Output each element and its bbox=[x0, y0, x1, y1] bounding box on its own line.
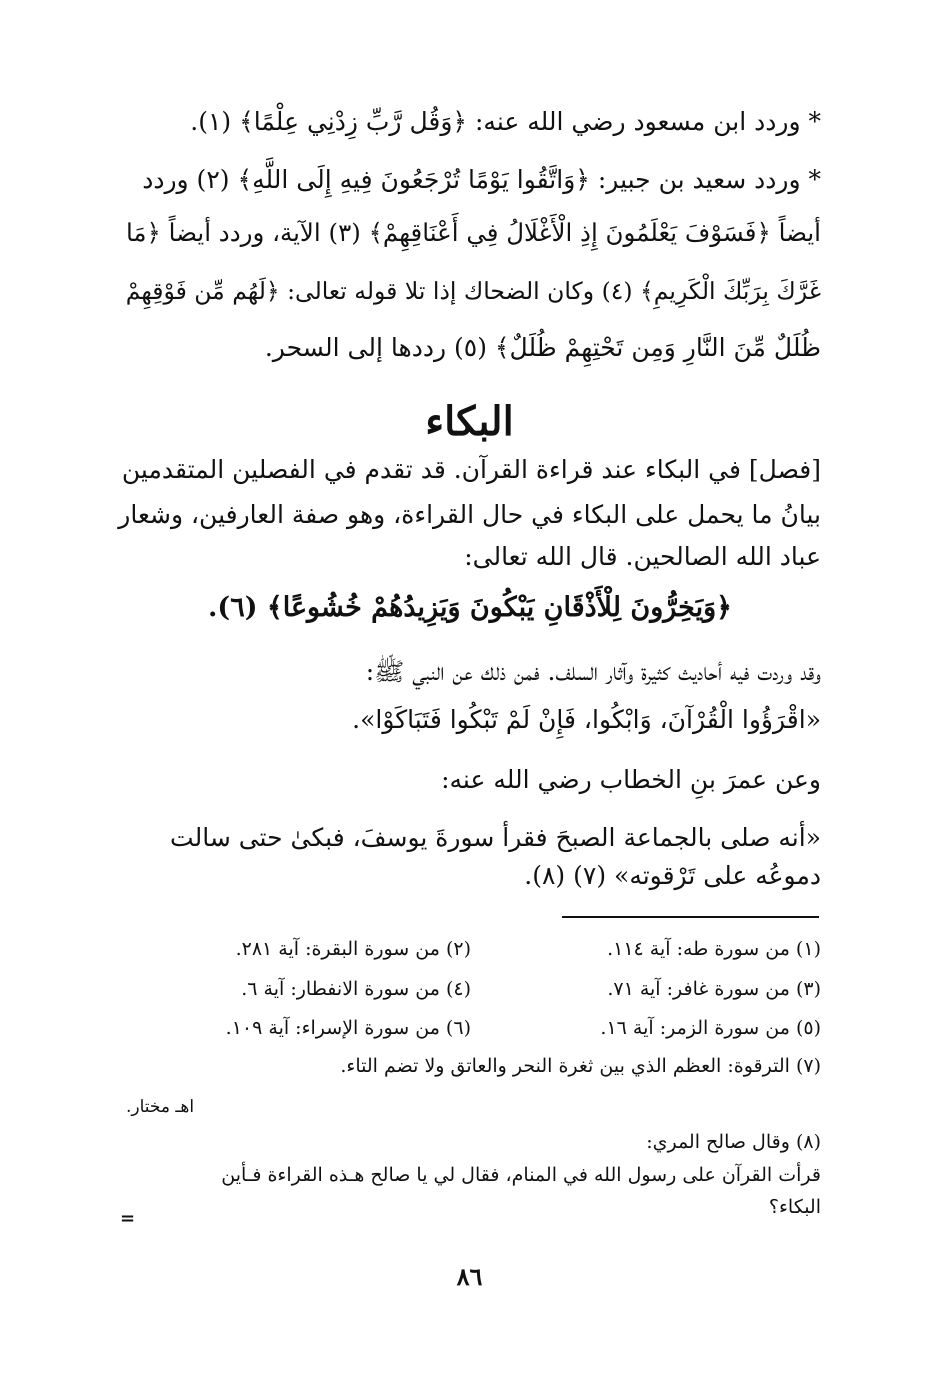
text-line-7: بيانُ ما يحمل على البكاء في حال القراءة، وهو صفة العارفين، وشعار bbox=[118, 500, 821, 529]
text-line-2: * وردد سعيد بن جبير: ﴿وَاتَّقُوا يَوْمًا تُرْجَعُونَ فِيهِ إِلَى اللَّهِ﴾ (٢) وردد bbox=[142, 165, 821, 194]
footnote-7-source: اهـ مختار. bbox=[126, 1097, 195, 1117]
footnote-2: (٢) من سورة البقرة: آية ٢٨١. bbox=[235, 938, 471, 960]
text-line-3: أيضاً ﴿فَسَوْفَ يَعْلَمُونَ إِذِ الْأَغْلَالُ فِي أَعْنَاقِهِمْ﴾ (٣) الآية، وردد أيضاً ﴿مَا bbox=[125, 218, 821, 247]
text-line-8: عباد الله الصالحين. قال الله تعالى: bbox=[464, 542, 821, 571]
section-heading: البكاء bbox=[425, 398, 514, 445]
footnote-separator bbox=[562, 916, 819, 918]
footnote-8-text-end: البكاء؟ bbox=[768, 1196, 821, 1218]
text-line-1: * وردد ابن مسعود رضي الله عنه: ﴿وَقُل رَّبِّ زِدْنِي عِلْمًا﴾ (١). bbox=[190, 107, 821, 136]
text-line-4: غَرَّكَ بِرَبِّكَ الْكَرِيمِ﴾ (٤) وكان الضحاك إذا تلا قوله تعالى: ﴿لَهُم مِّن فَوْقِهِمْ bbox=[125, 277, 821, 305]
footnote-7: (٧) الترقوة: العظم الذي بين ثغرة النحر والعاتق ولا تضم التاء. bbox=[340, 1055, 821, 1077]
footnote-8: (٨) وقال صالح المري: bbox=[646, 1131, 821, 1153]
footnote-1: (١) من سورة طه: آية ١١٤. bbox=[607, 938, 821, 960]
text-line-6: [فصل] في البكاء عند قراءة القرآن. قد تقدم في الفصلين المتقدمين bbox=[121, 455, 821, 484]
quran-verse-line: ﴿وَيَخِرُّونَ لِلْأَذْقَانِ يَبْكُونَ وَيَزِيدُهُمْ خُشُوعًا﴾ (٦). bbox=[208, 592, 732, 623]
footnote-6: (٦) من سورة الإسراء: آية ١٠٩. bbox=[225, 1017, 471, 1039]
hadith-line: «اقْرَؤُوا الْقُرْآنَ، وَابْكُوا، فَإِنْ لَمْ تَبْكُوا فَتَبَاكَوْا». bbox=[352, 705, 821, 734]
footnote-5: (٥) من سورة الزمر: آية ١٦. bbox=[600, 1017, 821, 1039]
footnote-8-text: قرأت القرآن على رسول الله في المنام، فقال لي يا صالح هـذه القراءة فـأين bbox=[221, 1164, 821, 1186]
text-line-12: وعن عمرَ بنِ الخطاب رضي الله عنه: bbox=[441, 765, 821, 794]
text-line-10: وقد وردت فيه أحاديث كثيرة وآثار السلف. فمن ذلك عن النبي ﷺ: bbox=[365, 657, 821, 686]
text-line-14: دموعُه على تَرْقوته» (٧) (٨). bbox=[524, 861, 821, 890]
continuation-mark: = bbox=[120, 1208, 136, 1229]
page-number: ٨٦ bbox=[456, 1262, 483, 1291]
text-line-5: ظُلَلٌ مِّنَ النَّارِ وَمِن تَحْتِهِمْ ظُلَلٌ﴾ (٥) رددها إلى السحر. bbox=[264, 333, 821, 362]
text-line-13: «أنه صلى بالجماعة الصبحَ فقرأ سورةَ يوسفَ، فبكىٰ حتى سالت bbox=[170, 823, 821, 852]
footnote-3: (٣) من سورة غافر: آية ٧١. bbox=[607, 978, 821, 1000]
footnote-4: (٤) من سورة الانفطار: آية ٦. bbox=[241, 978, 471, 1000]
